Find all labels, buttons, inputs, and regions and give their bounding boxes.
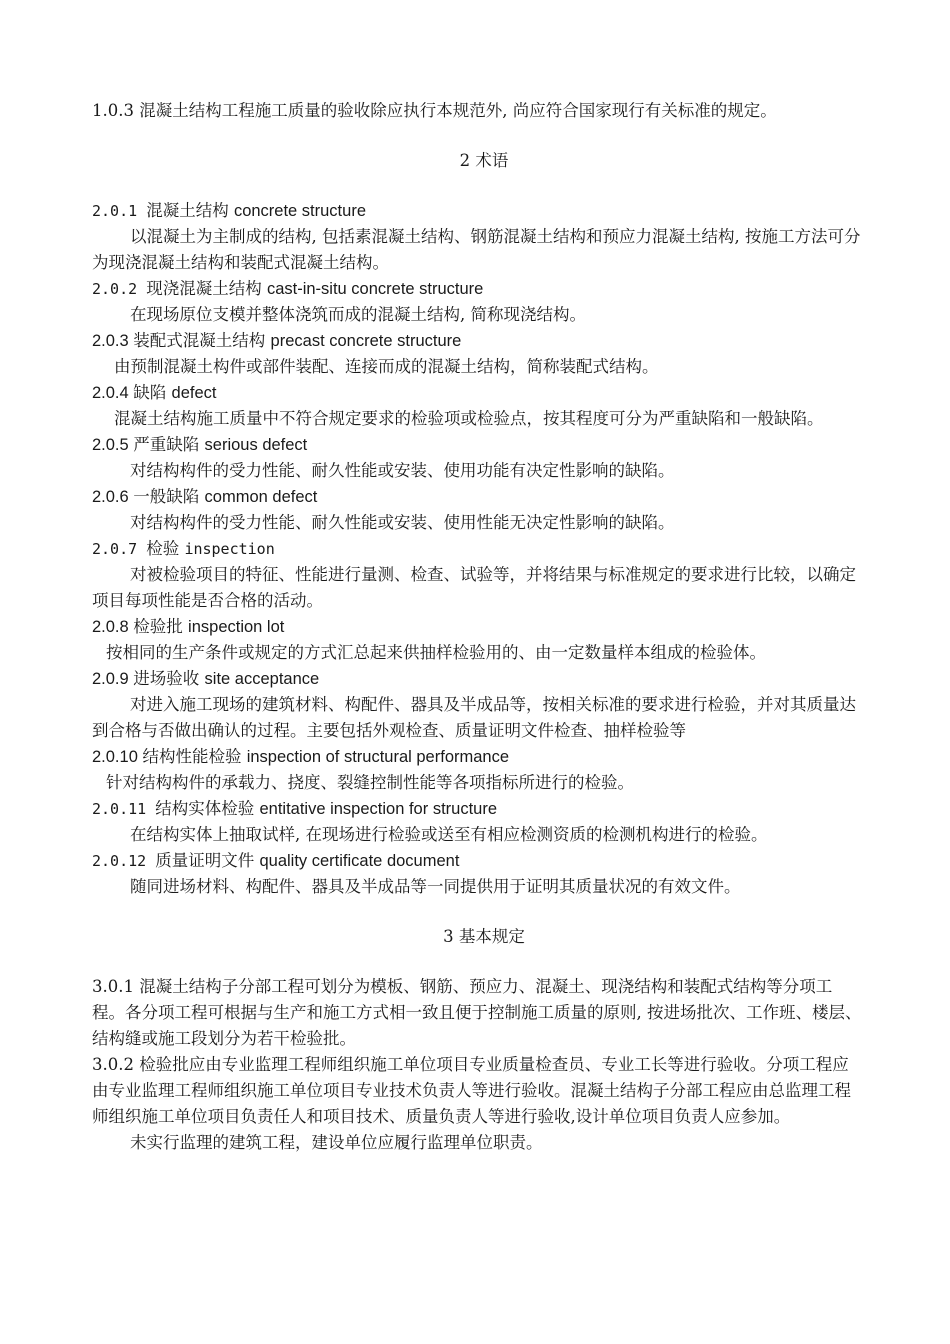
term-definition-2-0-3: 由预制混凝土构件或部件装配、连接而成的混凝土结构，简称装配式结构。 [114, 357, 659, 376]
term-heading-2-0-7 [92, 536, 862, 562]
term-zh: 混凝土结构 [146, 201, 234, 220]
term-en: common defect [204, 488, 318, 506]
term-zh: 结构性能检验 [142, 747, 247, 766]
term-en: serious defect [204, 436, 308, 454]
term-number: 2.0.1 [92, 202, 147, 220]
term-number: 2.0.2 [92, 280, 147, 298]
term-definition-2-0-1: 以混凝土为主制成的结构, 包括素混凝土结构、钢筋混凝土结构和预应力混凝土结构, 按施工方法可分为现浇混凝土结构和装配式混凝土结构。 [92, 227, 861, 272]
clause-3-0-1: 3.0.1 混凝土结构子分部工程可划分为模板、钢筋、预应力、混凝土、现浇结构和装配式结构等分项工程。各分项工程可根据与生产和施工方式相一致且便于控制施工质量的原则, 按进场批次、工作班、楼层、结构缝或施工段划分为若干检验批。 [92, 977, 862, 1048]
term-definition-2-0-10: 针对结构构件的承载力、挠度、裂缝控制性能等各项指标所进行的检验。 [106, 773, 634, 792]
term-zh: 质量证明文件 [155, 851, 260, 870]
term-en: defect [171, 384, 217, 402]
term-heading-2-0-8 [92, 614, 862, 640]
term-number: 2.0.11 [92, 800, 156, 818]
term-en: cast-in-situ concrete structure [266, 280, 484, 298]
term-number: 2.0.9 [92, 670, 134, 688]
term-zh: 严重缺陷 [133, 435, 205, 454]
term-en: entitative inspection for structure [259, 800, 498, 818]
term-number: 2.0.12 [92, 852, 156, 870]
term-zh: 检验 [146, 539, 185, 558]
section-2-heading: 2 术语 [459, 151, 509, 170]
term-en: concrete structure [233, 202, 366, 220]
term-heading-2-0-4 [92, 380, 862, 406]
term-number: 2.0.6 [92, 488, 134, 506]
term-zh: 进场验收 [133, 669, 205, 688]
term-heading-2-0-6 [92, 484, 862, 510]
term-number: 2.0.3 [92, 332, 134, 350]
term-definition-2-0-11: 在结构实体上抽取试样, 在现场进行检验或送至有相应检测资质的检测机构进行的检验。 [130, 825, 768, 844]
term-zh: 现浇混凝土结构 [146, 279, 267, 298]
term-number: 2.0.5 [92, 436, 134, 454]
term-definition-2-0-9: 对进入施工现场的建筑材料、构配件、器具及半成品等，按相关标准的要求进行检验，并对其质量达到合格与否做出确认的过程。主要包括外观检查、质量证明文件检查、抽样检验等 [92, 695, 856, 740]
term-heading-2-0-10 [92, 744, 862, 770]
term-en: inspection of structural performance [246, 748, 510, 766]
term-heading-2-0-2 [92, 276, 862, 302]
term-definition-2-0-2: 在现场原位支模并整体浇筑而成的混凝土结构, 简称现浇结构。 [130, 305, 586, 324]
term-number: 2.0.8 [92, 618, 134, 636]
term-zh: 装配式混凝土结构 [133, 331, 271, 350]
intro-paragraph: 1.0.3 混凝土结构工程施工质量的验收除应执行本规范外, 尚应符合国家现行有关标准的规定。 [92, 101, 777, 120]
term-en: site acceptance [204, 670, 320, 688]
clause-3-0-2: 3.0.2 检验批应由专业监理工程师组织施工单位项目专业质量检查员、专业工长等进行验收。分项工程应由专业监理工程师组织施工单位项目专业技术负责人等进行验收。混凝土结构子分部工程应由总监理工程师组织施工单位项目负责任人和项目技术、质量负责人等进行验收,设计单位项目负责人应参加。 [92, 1055, 851, 1126]
term-definition-2-0-5: 对结构构件的受力性能、耐久性能或安装、使用功能有决定性影响的缺陷。 [130, 461, 675, 480]
term-heading-2-0-9 [92, 666, 862, 692]
term-en: inspection lot [188, 618, 285, 636]
term-definition-2-0-7: 对被检验项目的特征、性能进行量测、检查、试验等，并将结果与标准规定的要求进行比较，以确定项目每项性能是否合格的活动。 [92, 565, 856, 610]
term-definition-2-0-4: 混凝土结构施工质量中不符合规定要求的检验项或检验点，按其程度可分为严重缺陷和一般缺陷。 [114, 409, 824, 428]
term-number: 2.0.7 [92, 540, 147, 558]
term-heading-2-0-12 [92, 848, 862, 874]
term-zh: 检验批 [133, 617, 189, 636]
term-zh: 一般缺陷 [133, 487, 205, 506]
term-definition-2-0-8: 按相同的生产条件或规定的方式汇总起来供抽样检验用的、由一定数量样本组成的检验体。 [106, 643, 766, 662]
term-en: precast concrete structure [270, 332, 462, 350]
term-zh: 缺陷 [133, 383, 172, 402]
clause-3-0-2-note: 未实行监理的建筑工程，建设单位应履行监理单位职责。 [130, 1133, 543, 1152]
term-number: 2.0.10 [92, 748, 143, 766]
term-en: quality certificate document [259, 852, 460, 870]
term-definition-2-0-6: 对结构构件的受力性能、耐久性能或安装、使用性能无决定性影响的缺陷。 [130, 513, 675, 532]
term-definition-2-0-12: 随同进场材料、构配件、器具及半成品等一同提供用于证明其质量状况的有效文件。 [130, 877, 741, 896]
section-3-heading: 3 基本规定 [443, 927, 525, 946]
term-en: inspection [184, 540, 275, 558]
term-heading-2-0-1 [92, 198, 862, 224]
term-heading-2-0-5 [92, 432, 862, 458]
term-heading-2-0-11 [92, 796, 862, 822]
term-number: 2.0.4 [92, 384, 134, 402]
document-page [92, 98, 862, 1156]
term-zh: 结构实体检验 [155, 799, 260, 818]
term-heading-2-0-3 [92, 328, 862, 354]
